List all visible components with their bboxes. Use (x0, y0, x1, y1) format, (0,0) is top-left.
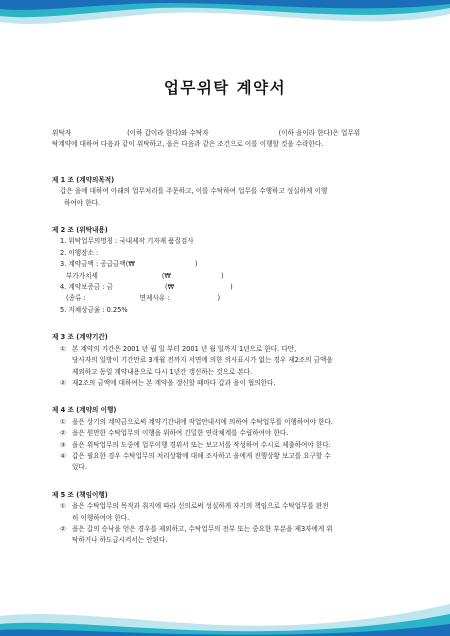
clause-number: ① (60, 502, 66, 511)
clause-line: 본 계약의 기간은 2001 년 월 일 부터 2001 년 월 일까지 1년으로 한다. 다만, (72, 344, 297, 353)
article-5-clause-1 (52, 501, 400, 524)
document-title: 업무위탁 계약서 (163, 79, 287, 97)
clause-line: 을은 원만한 수탁업무의 이행을 위하여 긴밀한 연락체계를 수립하여야 한다. (72, 429, 289, 438)
vat-amount-close: ) (220, 271, 224, 280)
clause-line: 있다. (72, 463, 87, 472)
article-2-item-4 (52, 282, 400, 293)
article-2-item-4b (52, 293, 400, 304)
intro-paragraph (52, 128, 400, 151)
footer-wave-decoration (0, 590, 450, 636)
vat-label: 부가가치세 (66, 271, 98, 280)
clause-number: ④ (60, 451, 66, 460)
article-4-clause-4 (52, 451, 400, 474)
article-2-item-3b (52, 271, 400, 282)
article-4-clause-1 (52, 417, 400, 428)
exemption-reason-close: ) (217, 294, 221, 303)
article-1-title: 제 1 조 (계약의목적) (52, 175, 115, 184)
clause-number: ② (60, 429, 66, 438)
intro-part-1: 위탁자 (52, 129, 72, 137)
clause-line: 을은 위탁업무의 도중에 업무이행 경위서 또는 보고서를 작성하여 수시로 제출하여야 한다. (72, 440, 331, 449)
header-wave-decoration (0, 0, 450, 46)
clause-number: ① (60, 417, 66, 426)
article-5-title: 제 5 조 (책임이행) (52, 490, 108, 499)
contract-amount-label: 3. 계약금액 : 공급금액(₩ (60, 260, 135, 269)
clause-line: 당사자의 일방이 기간만료 3개월 전까지 서면에 의한 의사표시가 없는 경우 제2조의 금액을 (72, 356, 333, 365)
deposit-label: 4. 계약보증금 : 금 (60, 283, 114, 292)
contract-body (52, 128, 400, 547)
clause-line: 갑은 필요한 경우 수탁업무의 처리상황에 대해 조사하고 을에게 진행상황 보고를 요구할 수 (72, 451, 331, 460)
clause-number: ① (60, 344, 66, 353)
clause-number: ② (60, 378, 66, 387)
article-2-item-2: 2. 이행장소 : (60, 248, 99, 257)
clause-line: 을은 상기의 계약금으로써 계약기간내에 작업안내서에 의하여 수탁업무를 이행하여야 한다. (72, 417, 333, 426)
clause-line: 을은 수탁업무의 목적과 취지에 따라 신의로써 성실하게 자기의 책임으로 수탁업무를 완전 (72, 502, 329, 511)
intro-part-2: (이하 갑이라 한다)와 수탁자 (127, 129, 209, 137)
clause-line: 제2조의 금액에 대하여는 본 계약을 갱신할 때마다 갑과 을이 협의한다. (72, 378, 276, 387)
intro-line-2: 탁계약에 대하여 다음과 같이 위탁하고, 을은 다음과 같은 조건으로 이를 이행할 것을 수락한다. (52, 140, 324, 149)
article-4-clause-3 (52, 440, 400, 451)
article-3-clause-1 (52, 344, 400, 378)
article-3-title: 제 3 조 (계약기간) (52, 333, 108, 342)
article-4-clause-2 (52, 428, 400, 439)
exemption-reason-label: 면제사유 : (139, 294, 170, 303)
article-1-body (52, 186, 400, 209)
deposit-amount-open: (₩ (165, 283, 175, 292)
article-2-item-1: 1. 위탁업무의명칭 : 국내제작 기자재 품질검사 (60, 237, 194, 246)
article-2-title: 제 2 조 (위탁내용) (52, 226, 108, 235)
article-3-clause-2 (52, 378, 400, 389)
clause-line: 을은 갑의 승낙을 얻은 경우를 제외하고, 수탁업무의 전부 또는 중요한 부분을 제3자에게 위 (72, 524, 333, 533)
article-4-title: 제 4 조 (계약의 이행) (52, 406, 117, 415)
article-2-item-5: 5. 지체상금율 : 0.25% (60, 305, 128, 314)
contract-amount-close: ) (194, 260, 198, 269)
clause-line: 히 이행하여야 한다. (72, 513, 130, 522)
clause-number: ② (60, 524, 66, 533)
deposit-type-label: (종류 : (66, 294, 86, 303)
clause-line: 제외하고 동일 계약내용으로 다시 1년간 갱신하는 것으로 본다. (72, 367, 253, 376)
clause-number: ③ (60, 440, 66, 449)
clause-line: 탁하거나 하도급시켜서는 안된다. (72, 536, 168, 545)
article-5-clause-2 (52, 524, 400, 547)
intro-part-3: (이하 을이라 한다)은 업무위 (278, 129, 361, 137)
deposit-amount-close: ) (230, 283, 233, 292)
article-1-line-1: 갑은 을에 대하여 아래의 업무처리를 주문하고, 이를 수탁하여 업무를 수행하고 성실하게 이행 (60, 187, 328, 196)
article-1-line-2: 하여야 한다. (64, 198, 101, 207)
article-2-item-3 (52, 259, 400, 270)
vat-amount-open: (₩ (161, 271, 171, 280)
